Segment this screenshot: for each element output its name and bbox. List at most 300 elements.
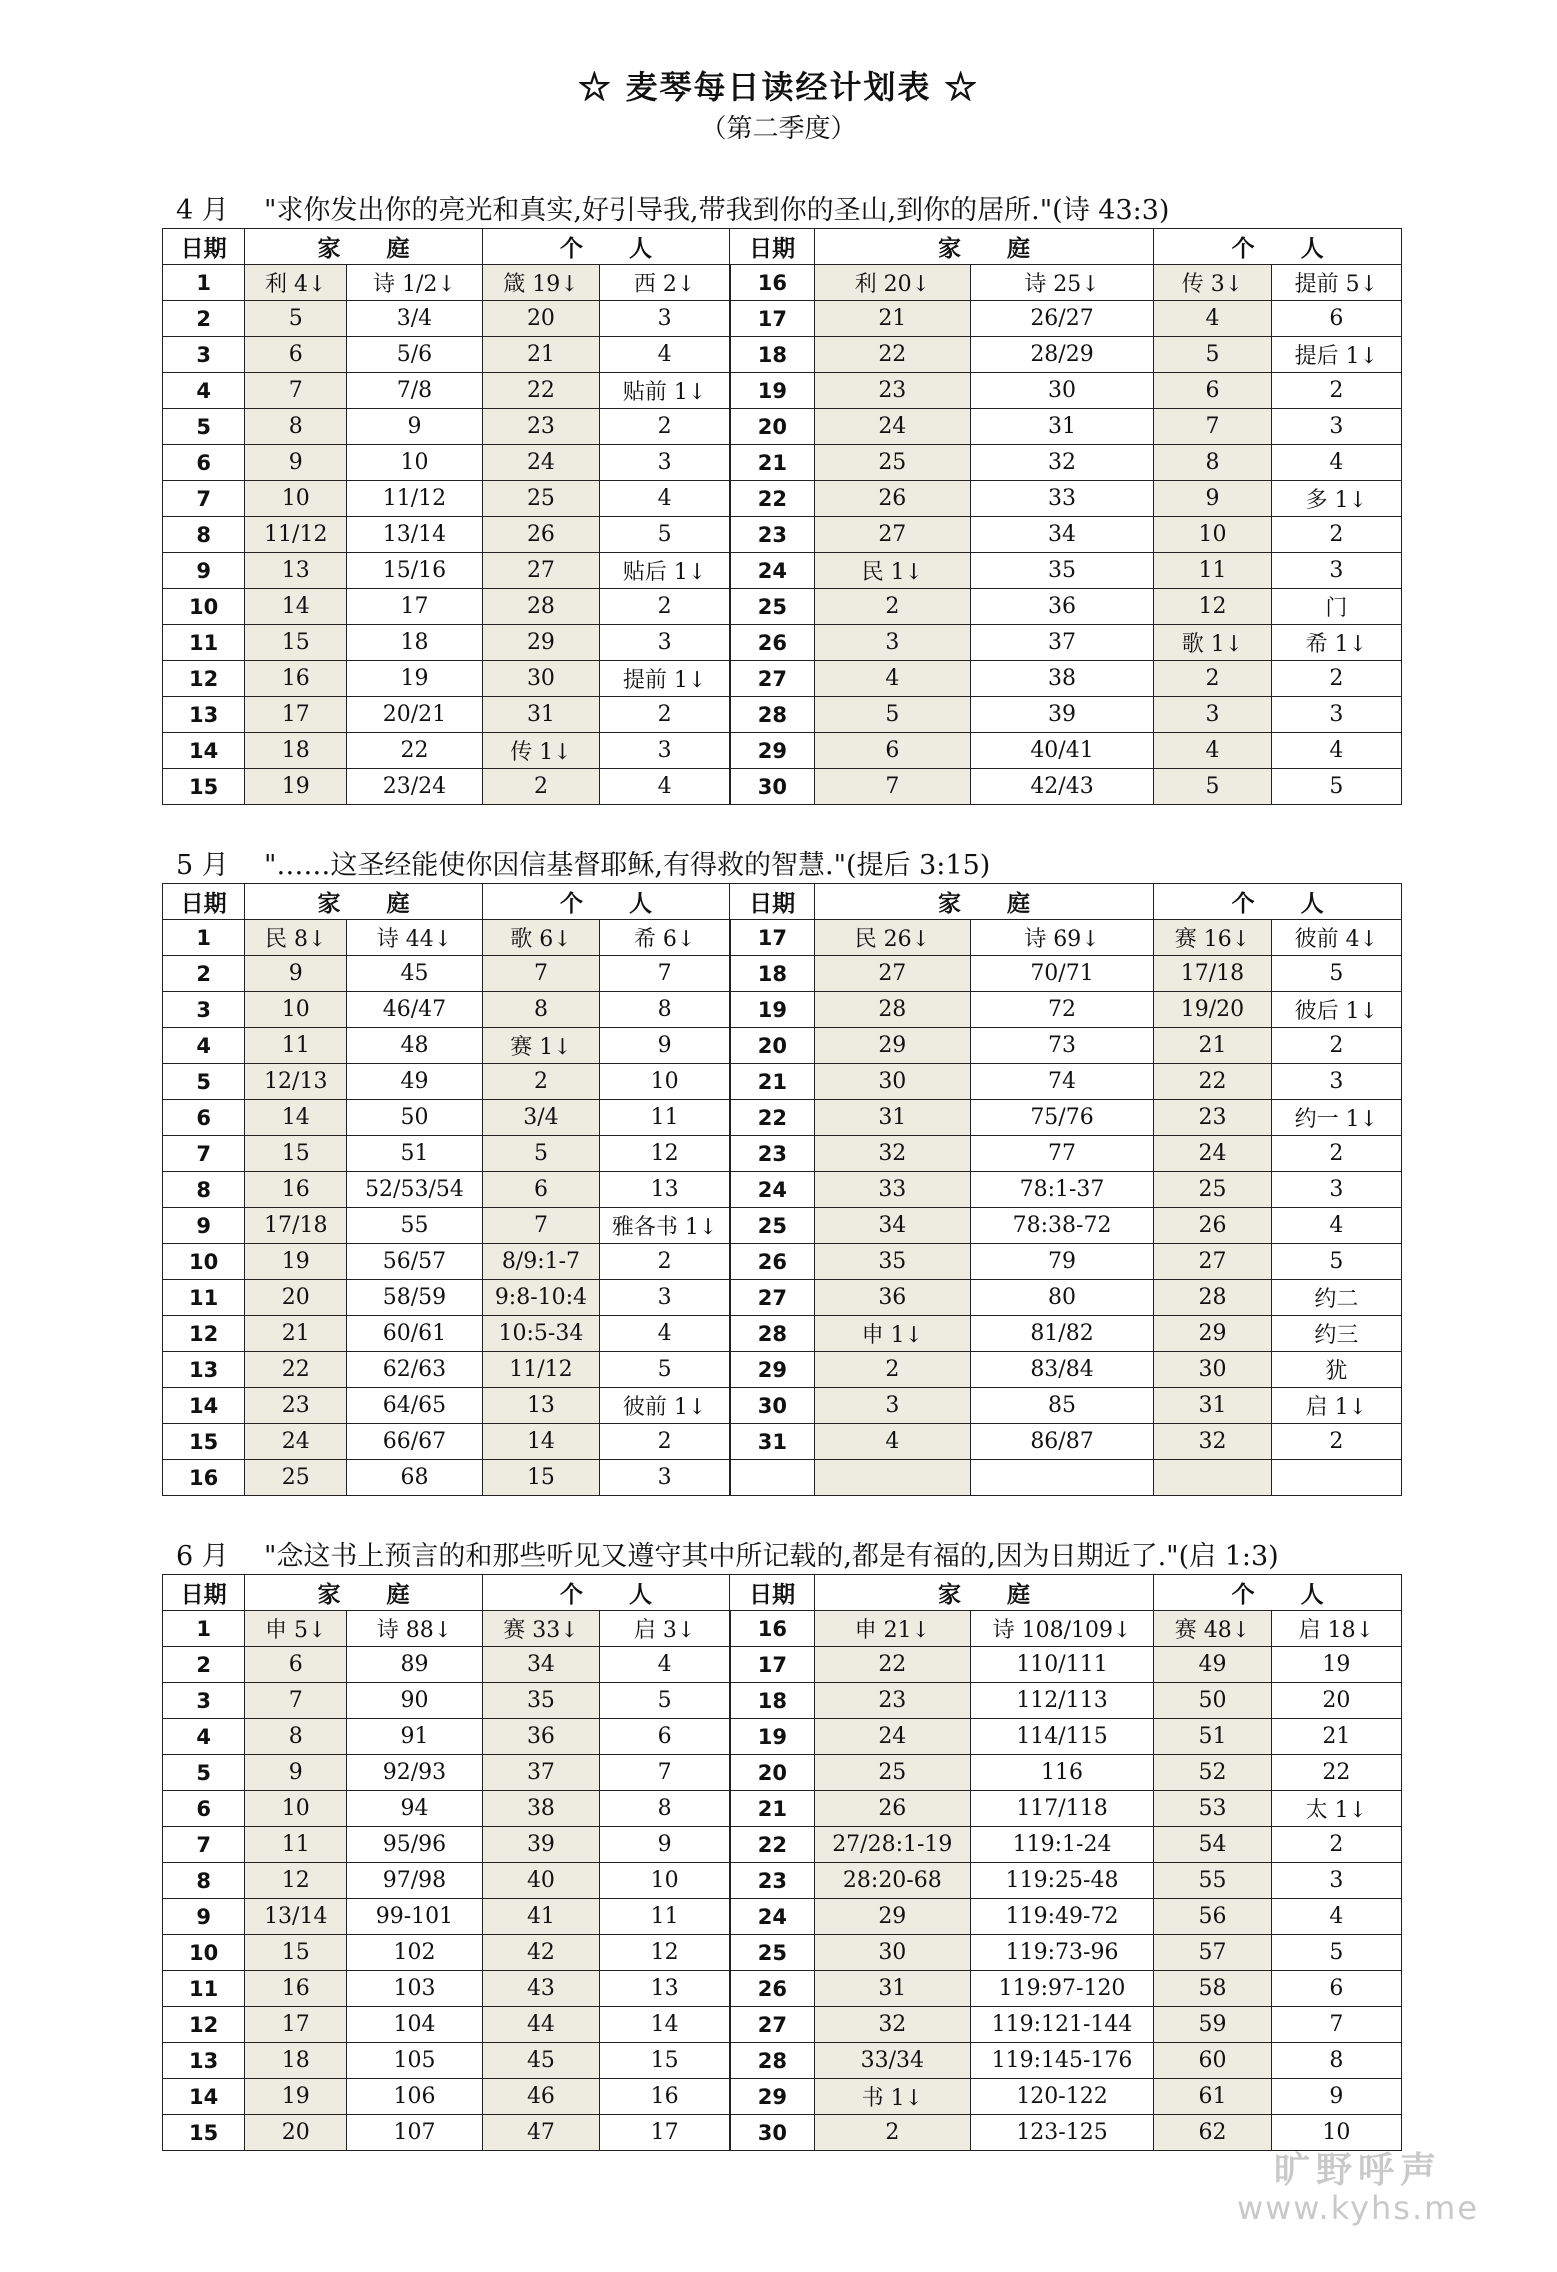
personal-2-cell: 约一 1↓ <box>1271 1100 1401 1136</box>
family-ot-cell: 10 <box>245 992 347 1028</box>
day-cell: 19 <box>730 1719 814 1755</box>
family-ot-cell: 7 <box>245 1683 347 1719</box>
family-ot-cell: 32 <box>814 2007 970 2043</box>
table-row <box>163 1316 1402 1352</box>
family-psalm-cell: 95/96 <box>347 1827 482 1863</box>
personal-1-cell: 39 <box>482 1827 600 1863</box>
family-psalm-cell: 91 <box>347 1719 482 1755</box>
personal-2-cell: 太 1↓ <box>1271 1791 1401 1827</box>
family-ot-cell: 23 <box>814 1683 970 1719</box>
personal-1-cell: 37 <box>482 1755 600 1791</box>
table-row <box>163 733 1402 769</box>
personal-2-cell: 8 <box>1271 2043 1401 2079</box>
day-cell: 11 <box>163 1971 245 2007</box>
personal-2-cell: 7 <box>1271 2007 1401 2043</box>
table-row <box>163 1424 1402 1460</box>
personal-2-cell: 5 <box>600 1683 730 1719</box>
personal-1-cell: 25 <box>482 481 600 517</box>
day-cell: 9 <box>163 1208 245 1244</box>
personal-2-cell: 5 <box>1271 956 1401 992</box>
day-cell: 26 <box>730 625 814 661</box>
personal-1-cell: 32 <box>1154 1424 1272 1460</box>
day-cell: 3 <box>163 992 245 1028</box>
family-psalm-cell: 114/115 <box>970 1719 1153 1755</box>
family-psalm-cell <box>970 1460 1153 1496</box>
family-ot-cell: 15 <box>245 1136 347 1172</box>
family-ot-cell: 33 <box>814 1172 970 1208</box>
day-cell: 14 <box>163 2079 245 2115</box>
header-family: 家 庭 <box>814 229 1153 265</box>
family-ot-cell: 31 <box>814 1100 970 1136</box>
day-cell: 25 <box>730 1208 814 1244</box>
table-row <box>163 2007 1402 2043</box>
family-psalm-cell: 90 <box>347 1683 482 1719</box>
personal-1-cell: 59 <box>1154 2007 1272 2043</box>
personal-1-cell: 46 <box>482 2079 600 2115</box>
family-psalm-cell: 119:145-176 <box>970 2043 1153 2079</box>
personal-1-cell: 7 <box>482 956 600 992</box>
day-cell: 10 <box>163 1935 245 1971</box>
day-cell: 27 <box>730 1280 814 1316</box>
personal-1-cell: 42 <box>482 1935 600 1971</box>
personal-2-cell: 3 <box>600 733 730 769</box>
personal-1-cell: 赛 33↓ <box>482 1611 600 1647</box>
table-row <box>163 956 1402 992</box>
personal-2-cell: 10 <box>600 1863 730 1899</box>
family-psalm-cell: 105 <box>347 2043 482 2079</box>
day-cell: 5 <box>163 1064 245 1100</box>
personal-1-cell: 传 3↓ <box>1154 265 1272 301</box>
personal-2-cell: 希 1↓ <box>1271 625 1401 661</box>
family-ot-cell: 22 <box>245 1352 347 1388</box>
family-ot-cell: 申 21↓ <box>814 1611 970 1647</box>
day-cell: 26 <box>730 1244 814 1280</box>
day-cell: 5 <box>163 409 245 445</box>
family-ot-cell: 13/14 <box>245 1899 347 1935</box>
personal-1-cell: 52 <box>1154 1755 1272 1791</box>
family-psalm-cell: 119:121-144 <box>970 2007 1153 2043</box>
personal-1-cell: 13 <box>482 1388 600 1424</box>
day-cell: 21 <box>730 445 814 481</box>
table-row <box>163 1136 1402 1172</box>
family-psalm-cell: 诗 44↓ <box>347 920 482 956</box>
family-psalm-cell: 75/76 <box>970 1100 1153 1136</box>
header-row <box>163 884 1402 920</box>
personal-1-cell: 56 <box>1154 1899 1272 1935</box>
family-psalm-cell: 10 <box>347 445 482 481</box>
day-cell: 23 <box>730 517 814 553</box>
table-row <box>163 920 1402 956</box>
personal-1-cell: 43 <box>482 1971 600 2007</box>
personal-1-cell: 27 <box>482 553 600 589</box>
personal-2-cell: 2 <box>1271 1028 1401 1064</box>
personal-1-cell: 歌 1↓ <box>1154 625 1272 661</box>
personal-2-cell: 2 <box>600 409 730 445</box>
family-psalm-cell: 78:1-37 <box>970 1172 1153 1208</box>
personal-2-cell: 雅各书 1↓ <box>600 1208 730 1244</box>
personal-1-cell: 29 <box>482 625 600 661</box>
family-psalm-cell: 83/84 <box>970 1352 1153 1388</box>
personal-1-cell: 9:8-10:4 <box>482 1280 600 1316</box>
family-psalm-cell: 55 <box>347 1208 482 1244</box>
month-verse: "……这圣经能使你因信基督耶稣,有得救的智慧."(提后 3:15) <box>264 850 991 881</box>
month-name: 5 月 <box>176 850 229 881</box>
personal-1-cell: 2 <box>1154 661 1272 697</box>
family-ot-cell: 7 <box>814 769 970 805</box>
reading-table-june <box>162 1574 1402 2151</box>
day-cell: 18 <box>730 337 814 373</box>
header-family: 家 庭 <box>245 884 482 920</box>
family-psalm-cell: 70/71 <box>970 956 1153 992</box>
day-cell: 28 <box>730 697 814 733</box>
family-psalm-cell: 80 <box>970 1280 1153 1316</box>
family-ot-cell: 12 <box>245 1863 347 1899</box>
family-psalm-cell: 78:38-72 <box>970 1208 1153 1244</box>
day-cell: 1 <box>163 1611 245 1647</box>
personal-2-cell: 4 <box>600 481 730 517</box>
header-personal: 个 人 <box>1154 884 1402 920</box>
family-psalm-cell: 103 <box>347 1971 482 2007</box>
header-personal: 个 人 <box>482 884 730 920</box>
table-row <box>163 1719 1402 1755</box>
family-psalm-cell: 30 <box>970 373 1153 409</box>
header-family: 家 庭 <box>245 1575 482 1611</box>
personal-1-cell: 9 <box>1154 481 1272 517</box>
family-ot-cell: 5 <box>814 697 970 733</box>
family-psalm-cell: 116 <box>970 1755 1153 1791</box>
personal-1-cell: 11/12 <box>482 1352 600 1388</box>
personal-2-cell: 4 <box>600 1316 730 1352</box>
day-cell: 15 <box>163 1424 245 1460</box>
family-ot-cell: 4 <box>814 1424 970 1460</box>
family-psalm-cell: 92/93 <box>347 1755 482 1791</box>
header-personal: 个 人 <box>1154 1575 1402 1611</box>
personal-1-cell: 5 <box>1154 769 1272 805</box>
personal-2-cell: 5 <box>1271 769 1401 805</box>
family-psalm-cell: 50 <box>347 1100 482 1136</box>
day-cell: 1 <box>163 265 245 301</box>
header-row <box>163 1575 1402 1611</box>
family-ot-cell: 16 <box>245 1172 347 1208</box>
personal-2-cell: 约二 <box>1271 1280 1401 1316</box>
personal-1-cell: 57 <box>1154 1935 1272 1971</box>
family-psalm-cell: 40/41 <box>970 733 1153 769</box>
day-cell: 24 <box>730 1899 814 1935</box>
personal-2-cell: 4 <box>1271 1899 1401 1935</box>
family-psalm-cell: 86/87 <box>970 1424 1153 1460</box>
family-ot-cell: 17/18 <box>245 1208 347 1244</box>
day-cell: 2 <box>163 301 245 337</box>
table-row <box>163 1208 1402 1244</box>
day-cell: 15 <box>163 2115 245 2151</box>
family-ot-cell: 民 26↓ <box>814 920 970 956</box>
family-psalm-cell: 38 <box>970 661 1153 697</box>
personal-2-cell: 5 <box>600 517 730 553</box>
personal-2-cell: 9 <box>600 1827 730 1863</box>
personal-1-cell: 22 <box>1154 1064 1272 1100</box>
family-psalm-cell: 35 <box>970 553 1153 589</box>
personal-2-cell: 3 <box>1271 1172 1401 1208</box>
personal-2-cell: 3 <box>600 625 730 661</box>
family-psalm-cell: 112/113 <box>970 1683 1153 1719</box>
family-psalm-cell: 81/82 <box>970 1316 1153 1352</box>
family-psalm-cell: 13/14 <box>347 517 482 553</box>
family-ot-cell: 16 <box>245 661 347 697</box>
day-cell: 3 <box>163 1683 245 1719</box>
personal-2-cell: 4 <box>1271 445 1401 481</box>
personal-2-cell: 9 <box>1271 2079 1401 2115</box>
family-psalm-cell: 73 <box>970 1028 1153 1064</box>
family-ot-cell: 25 <box>814 1755 970 1791</box>
personal-2-cell: 6 <box>1271 1971 1401 2007</box>
day-cell: 31 <box>730 1424 814 1460</box>
family-psalm-cell: 89 <box>347 1647 482 1683</box>
personal-1-cell: 4 <box>1154 301 1272 337</box>
family-ot-cell: 19 <box>245 1244 347 1280</box>
personal-2-cell: 彼前 4↓ <box>1271 920 1401 956</box>
family-psalm-cell: 66/67 <box>347 1424 482 1460</box>
personal-2-cell: 多 1↓ <box>1271 481 1401 517</box>
family-psalm-cell: 33 <box>970 481 1153 517</box>
day-cell: 17 <box>730 920 814 956</box>
family-ot-cell: 11 <box>245 1028 347 1064</box>
family-ot-cell: 21 <box>814 301 970 337</box>
family-psalm-cell: 104 <box>347 2007 482 2043</box>
personal-2-cell: 3 <box>1271 697 1401 733</box>
reading-table-april <box>162 228 1402 805</box>
day-cell: 4 <box>163 373 245 409</box>
personal-2-cell: 门 <box>1271 589 1401 625</box>
personal-2-cell: 贴后 1↓ <box>600 553 730 589</box>
family-psalm-cell: 117/118 <box>970 1791 1153 1827</box>
personal-2-cell: 14 <box>600 2007 730 2043</box>
month-verse: "念这书上预言的和那些听见又遵守其中所记载的,都是有福的,因为日期近了."(启 1:3) <box>264 1541 1279 1572</box>
day-cell: 20 <box>730 1028 814 1064</box>
day-cell: 14 <box>163 733 245 769</box>
family-psalm-cell: 107 <box>347 2115 482 2151</box>
personal-1-cell: 28 <box>1154 1280 1272 1316</box>
personal-1-cell <box>1154 1460 1272 1496</box>
personal-2-cell: 3 <box>600 1280 730 1316</box>
table-row <box>163 1388 1402 1424</box>
personal-2-cell: 3 <box>1271 1064 1401 1100</box>
personal-2-cell: 希 6↓ <box>600 920 730 956</box>
personal-1-cell: 23 <box>1154 1100 1272 1136</box>
header-personal: 个 人 <box>482 229 730 265</box>
header-date: 日期 <box>163 1575 245 1611</box>
family-psalm-cell: 36 <box>970 589 1153 625</box>
day-cell: 29 <box>730 1352 814 1388</box>
family-ot-cell: 23 <box>245 1388 347 1424</box>
personal-2-cell: 9 <box>600 1028 730 1064</box>
day-cell: 24 <box>730 1172 814 1208</box>
family-psalm-cell: 42/43 <box>970 769 1153 805</box>
personal-2-cell: 提前 1↓ <box>600 661 730 697</box>
day-cell: 23 <box>730 1863 814 1899</box>
personal-1-cell: 21 <box>1154 1028 1272 1064</box>
personal-2-cell: 3 <box>600 1460 730 1496</box>
header-family: 家 庭 <box>814 884 1153 920</box>
personal-1-cell: 30 <box>1154 1352 1272 1388</box>
personal-2-cell: 3 <box>1271 409 1401 445</box>
family-psalm-cell: 23/24 <box>347 769 482 805</box>
family-psalm-cell: 119:97-120 <box>970 1971 1153 2007</box>
table-row <box>163 445 1402 481</box>
personal-1-cell: 23 <box>482 409 600 445</box>
personal-1-cell: 29 <box>1154 1316 1272 1352</box>
day-cell: 8 <box>163 1863 245 1899</box>
day-cell: 1 <box>163 920 245 956</box>
day-cell: 7 <box>163 481 245 517</box>
family-ot-cell: 35 <box>814 1244 970 1280</box>
family-ot-cell: 33/34 <box>814 2043 970 2079</box>
header-date: 日期 <box>163 229 245 265</box>
day-cell: 25 <box>730 589 814 625</box>
day-cell: 16 <box>730 1611 814 1647</box>
reading-table-may <box>162 883 1402 1496</box>
family-psalm-cell: 49 <box>347 1064 482 1100</box>
personal-1-cell: 11 <box>1154 553 1272 589</box>
family-psalm-cell: 123-125 <box>970 2115 1153 2151</box>
personal-2-cell: 2 <box>1271 1136 1401 1172</box>
family-ot-cell: 17 <box>245 697 347 733</box>
personal-1-cell: 24 <box>482 445 600 481</box>
personal-2-cell: 3 <box>1271 553 1401 589</box>
personal-2-cell: 12 <box>600 1136 730 1172</box>
header-personal: 个 人 <box>482 1575 730 1611</box>
personal-2-cell: 13 <box>600 1172 730 1208</box>
personal-1-cell: 3/4 <box>482 1100 600 1136</box>
table-row <box>163 1971 1402 2007</box>
family-psalm-cell: 48 <box>347 1028 482 1064</box>
family-ot-cell: 23 <box>814 373 970 409</box>
personal-2-cell: 20 <box>1271 1683 1401 1719</box>
month-name: 4 月 <box>176 195 229 226</box>
personal-2-cell: 7 <box>600 1755 730 1791</box>
family-psalm-cell: 58/59 <box>347 1280 482 1316</box>
family-ot-cell: 34 <box>814 1208 970 1244</box>
day-cell: 11 <box>163 1280 245 1316</box>
family-ot-cell: 6 <box>245 1647 347 1683</box>
page-title: ☆ 麦琴每日读经计划表 ☆ <box>578 68 979 106</box>
personal-1-cell: 8/9:1-7 <box>482 1244 600 1280</box>
personal-2-cell: 6 <box>1271 301 1401 337</box>
personal-2-cell: 5 <box>600 1352 730 1388</box>
day-cell: 16 <box>163 1460 245 1496</box>
personal-2-cell: 8 <box>600 1791 730 1827</box>
family-psalm-cell: 51 <box>347 1136 482 1172</box>
family-ot-cell: 14 <box>245 1100 347 1136</box>
month-heading <box>176 1534 1279 1573</box>
family-psalm-cell: 46/47 <box>347 992 482 1028</box>
family-ot-cell: 7 <box>245 373 347 409</box>
personal-2-cell: 提前 5↓ <box>1271 265 1401 301</box>
family-ot-cell: 申 5↓ <box>245 1611 347 1647</box>
day-cell: 12 <box>163 661 245 697</box>
family-ot-cell: 10 <box>245 481 347 517</box>
family-psalm-cell: 110/111 <box>970 1647 1153 1683</box>
personal-1-cell: 53 <box>1154 1791 1272 1827</box>
table-row <box>163 589 1402 625</box>
personal-2-cell: 2 <box>600 1424 730 1460</box>
family-psalm-cell: 20/21 <box>347 697 482 733</box>
table-row <box>163 1172 1402 1208</box>
family-ot-cell: 8 <box>245 1719 347 1755</box>
personal-2-cell: 约三 <box>1271 1316 1401 1352</box>
family-psalm-cell: 64/65 <box>347 1388 482 1424</box>
family-psalm-cell: 11/12 <box>347 481 482 517</box>
personal-2-cell: 10 <box>1271 2115 1401 2151</box>
family-psalm-cell: 3/4 <box>347 301 482 337</box>
personal-2-cell: 11 <box>600 1899 730 1935</box>
personal-2-cell: 11 <box>600 1100 730 1136</box>
personal-2-cell: 15 <box>600 2043 730 2079</box>
personal-1-cell: 55 <box>1154 1863 1272 1899</box>
family-ot-cell: 12/13 <box>245 1064 347 1100</box>
family-psalm-cell: 7/8 <box>347 373 482 409</box>
family-ot-cell: 27/28:1-19 <box>814 1827 970 1863</box>
family-ot-cell: 利 4↓ <box>245 265 347 301</box>
family-psalm-cell: 诗 1/2↓ <box>347 265 482 301</box>
personal-1-cell: 45 <box>482 2043 600 2079</box>
family-psalm-cell: 79 <box>970 1244 1153 1280</box>
personal-2-cell: 4 <box>600 337 730 373</box>
family-ot-cell: 2 <box>814 1352 970 1388</box>
personal-2-cell <box>1271 1460 1401 1496</box>
personal-1-cell: 27 <box>1154 1244 1272 1280</box>
family-ot-cell: 9 <box>245 956 347 992</box>
table-row <box>163 1935 1402 1971</box>
personal-1-cell: 61 <box>1154 2079 1272 2115</box>
day-cell: 13 <box>163 2043 245 2079</box>
header-date: 日期 <box>730 884 814 920</box>
personal-1-cell: 49 <box>1154 1647 1272 1683</box>
personal-1-cell: 28 <box>482 589 600 625</box>
header-family: 家 庭 <box>245 229 482 265</box>
family-ot-cell: 3 <box>814 1388 970 1424</box>
day-cell: 22 <box>730 481 814 517</box>
family-ot-cell: 26 <box>814 481 970 517</box>
personal-1-cell: 8 <box>482 992 600 1028</box>
personal-2-cell: 西 2↓ <box>600 265 730 301</box>
personal-1-cell: 箴 19↓ <box>482 265 600 301</box>
family-ot-cell: 2 <box>814 589 970 625</box>
personal-2-cell: 3 <box>1271 1863 1401 1899</box>
family-psalm-cell: 119:73-96 <box>970 1935 1153 1971</box>
family-ot-cell: 24 <box>245 1424 347 1460</box>
day-cell: 24 <box>730 553 814 589</box>
family-ot-cell: 27 <box>814 956 970 992</box>
family-ot-cell: 24 <box>814 1719 970 1755</box>
personal-1-cell: 赛 48↓ <box>1154 1611 1272 1647</box>
table-row <box>163 1064 1402 1100</box>
family-ot-cell: 25 <box>245 1460 347 1496</box>
personal-2-cell: 5 <box>1271 1935 1401 1971</box>
table-row <box>163 1100 1402 1136</box>
table-row <box>163 481 1402 517</box>
family-ot-cell: 6 <box>245 337 347 373</box>
personal-1-cell: 6 <box>1154 373 1272 409</box>
family-psalm-cell: 106 <box>347 2079 482 2115</box>
family-ot-cell <box>814 1460 970 1496</box>
personal-1-cell: 10 <box>1154 517 1272 553</box>
table-row <box>163 1611 1402 1647</box>
personal-1-cell: 5 <box>1154 337 1272 373</box>
personal-1-cell: 40 <box>482 1863 600 1899</box>
family-psalm-cell: 102 <box>347 1935 482 1971</box>
family-ot-cell: 27 <box>814 517 970 553</box>
family-ot-cell: 28 <box>814 992 970 1028</box>
